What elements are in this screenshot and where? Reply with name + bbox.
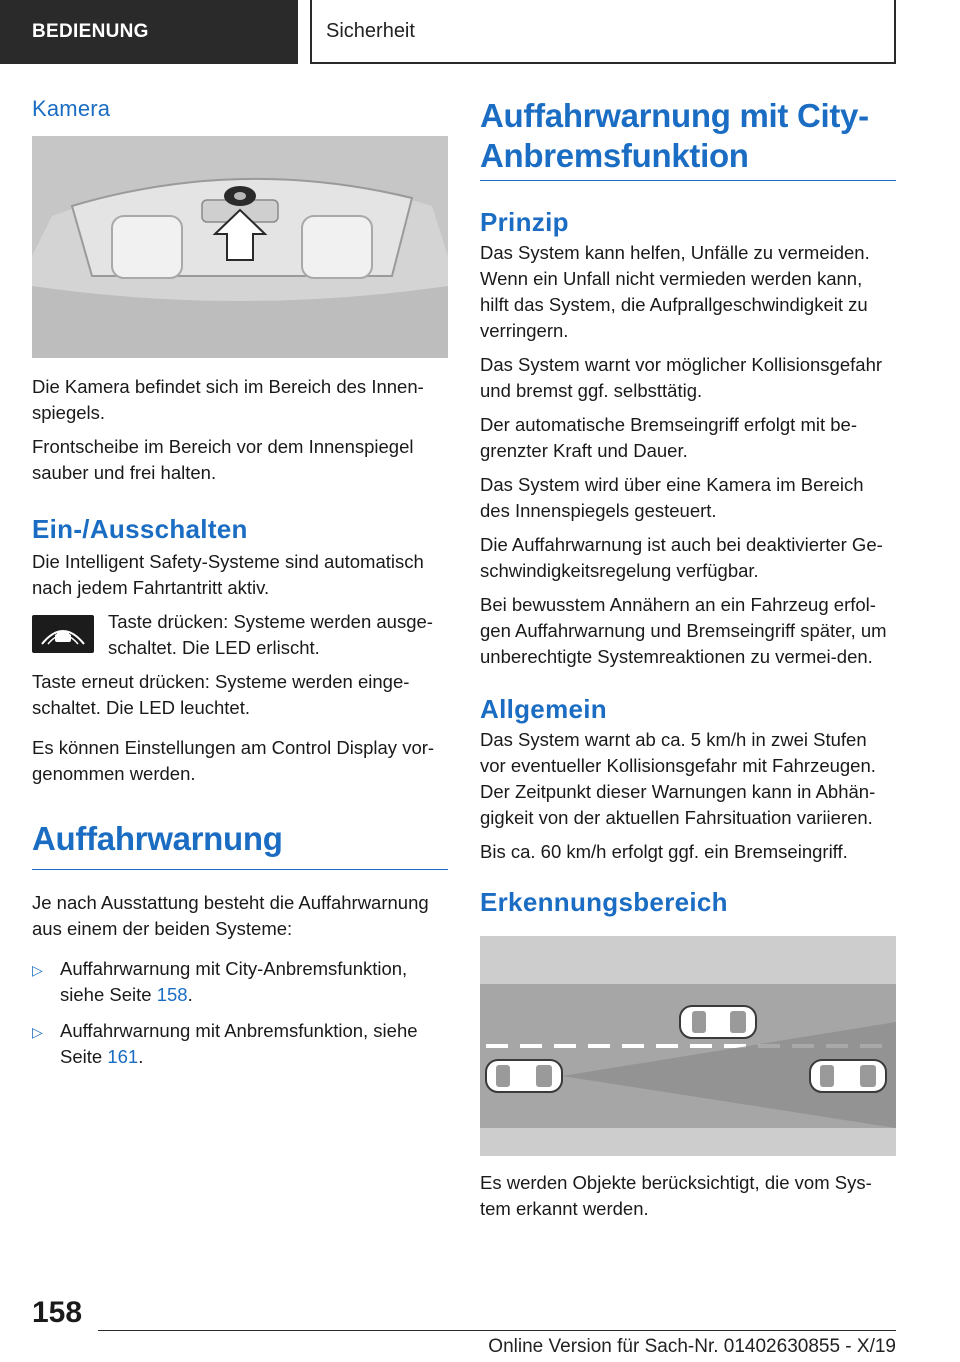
erkennung-heading: Erkennungsbereich (480, 887, 728, 917)
ein-aus-text-2: Taste erneut drücken: Systeme werden einge-schaltet. Die LED leuchtet. (32, 671, 410, 718)
bullet-text: Auffahrwarnung mit City-Anbremsfunktion, siehe Seite (60, 958, 408, 1005)
prinzip-paragraph: Bei bewusstem Annähern an ein Fahrzeug erfol-gen Auffahrwarnung und Bremseingriff später, um unberechtigte Systemreaktionen zu vermei-den. (480, 594, 887, 667)
prinzip-body (480, 240, 896, 670)
road-illustration (480, 936, 896, 1156)
prinzip-paragraph: Die Auffahrwarnung ist auch bei deaktivierter Ge-schwindigkeitsregelung verfügbar. (480, 534, 883, 581)
detection-range-image (480, 936, 896, 1156)
car-ahead-left-lane (680, 1006, 756, 1038)
bullet-item (32, 1018, 448, 1070)
collision-warning-button-icon (32, 615, 94, 653)
bullet-triangle-icon: ▷ (32, 962, 43, 978)
kamera-text-2: Frontscheibe im Bereich vor dem Innenspiegel sauber und frei halten. (32, 436, 414, 483)
bullet-suffix: . (187, 984, 193, 1005)
prinzip-paragraph: Das System warnt vor möglicher Kollisionsgefahr und bremst ggf. selbsttätig. (480, 354, 883, 401)
camera-image (32, 136, 448, 358)
header-section: BEDIENUNG (0, 0, 298, 64)
windshield-illustration (32, 136, 448, 358)
ein-aus-heading: Ein-/Ausschalten (32, 514, 248, 544)
ein-aus-text-3: Es können Einstellungen am Control Display vor-genommen werden. (32, 737, 435, 784)
allgemein-heading: Allgemein (480, 694, 607, 724)
right-column (480, 96, 896, 1230)
allgemein-paragraph: Bis ca. 60 km/h erfolgt ggf. ein Bremseingriff. (480, 841, 848, 862)
button-text: Taste drücken: Systeme werden ausge-schaltet. Die LED erlischt. (108, 611, 433, 658)
left-column (32, 96, 448, 1080)
bullet-triangle-icon: ▷ (32, 1024, 43, 1040)
page-link-161[interactable]: 161 (107, 1046, 139, 1067)
button-row (32, 609, 448, 661)
bullet-suffix: . (138, 1046, 144, 1067)
allgemein-paragraph: Das System warnt ab ca. 5 km/h in zwei Stufen vor eventueller Kollisionsgefahr mit Fahrzeugen. Der Zeitpunkt dieser Warnungen kann in Abhän-gigkeit von der aktuellen Fahrsituation variieren. (480, 729, 876, 828)
auffahrwarnung-heading: Auffahrwarnung (32, 819, 448, 870)
ein-aus-text-1: Die Intelligent Safety-Systeme sind automatisch nach jedem Fahrtantritt aktiv. (32, 551, 424, 598)
page-link-158[interactable]: 158 (156, 984, 188, 1005)
auffahrwarnung-intro: Je nach Ausstattung besteht die Auffahrwarnung aus einem der beiden Systeme: (32, 892, 429, 939)
bullet-item (32, 956, 448, 1008)
allgemein-body (480, 727, 896, 865)
page-number: 158 (32, 1296, 83, 1329)
kamera-heading: Kamera (32, 96, 111, 121)
own-car (486, 1060, 562, 1092)
prinzip-paragraph: Das System wird über eine Kamera im Bereich des Innenspiegels gesteuert. (480, 474, 864, 521)
prinzip-heading: Prinzip (480, 207, 569, 237)
bullet-text: Auffahrwarnung mit Anbremsfunktion, siehe Seite (60, 1020, 418, 1067)
footer-rule (98, 1330, 896, 1331)
car-ahead-same-lane (810, 1060, 886, 1092)
city-anbrems-heading: Auffahrwarnung mit City-Anbremsfunktion (480, 96, 896, 181)
erkennung-caption: Es werden Objekte berücksichtigt, die vom Sys-tem erkannt werden. (480, 1172, 872, 1219)
prinzip-paragraph: Das System kann helfen, Unfälle zu vermeiden. Wenn ein Unfall nicht vermieden werden kann, hilft das System, die Aufprallgeschwindigkeit zu verringern. (480, 242, 870, 341)
header-chapter: Sicherheit (310, 0, 896, 64)
kamera-text-1: Die Kamera befindet sich im Bereich des Innen-spiegels. (32, 376, 424, 423)
prinzip-paragraph: Der automatische Bremseingriff erfolgt mit be-grenzter Kraft und Dauer. (480, 414, 858, 461)
online-version-text: Online Version für Sach-Nr. 01402630855 - X/19 (488, 1336, 896, 1357)
